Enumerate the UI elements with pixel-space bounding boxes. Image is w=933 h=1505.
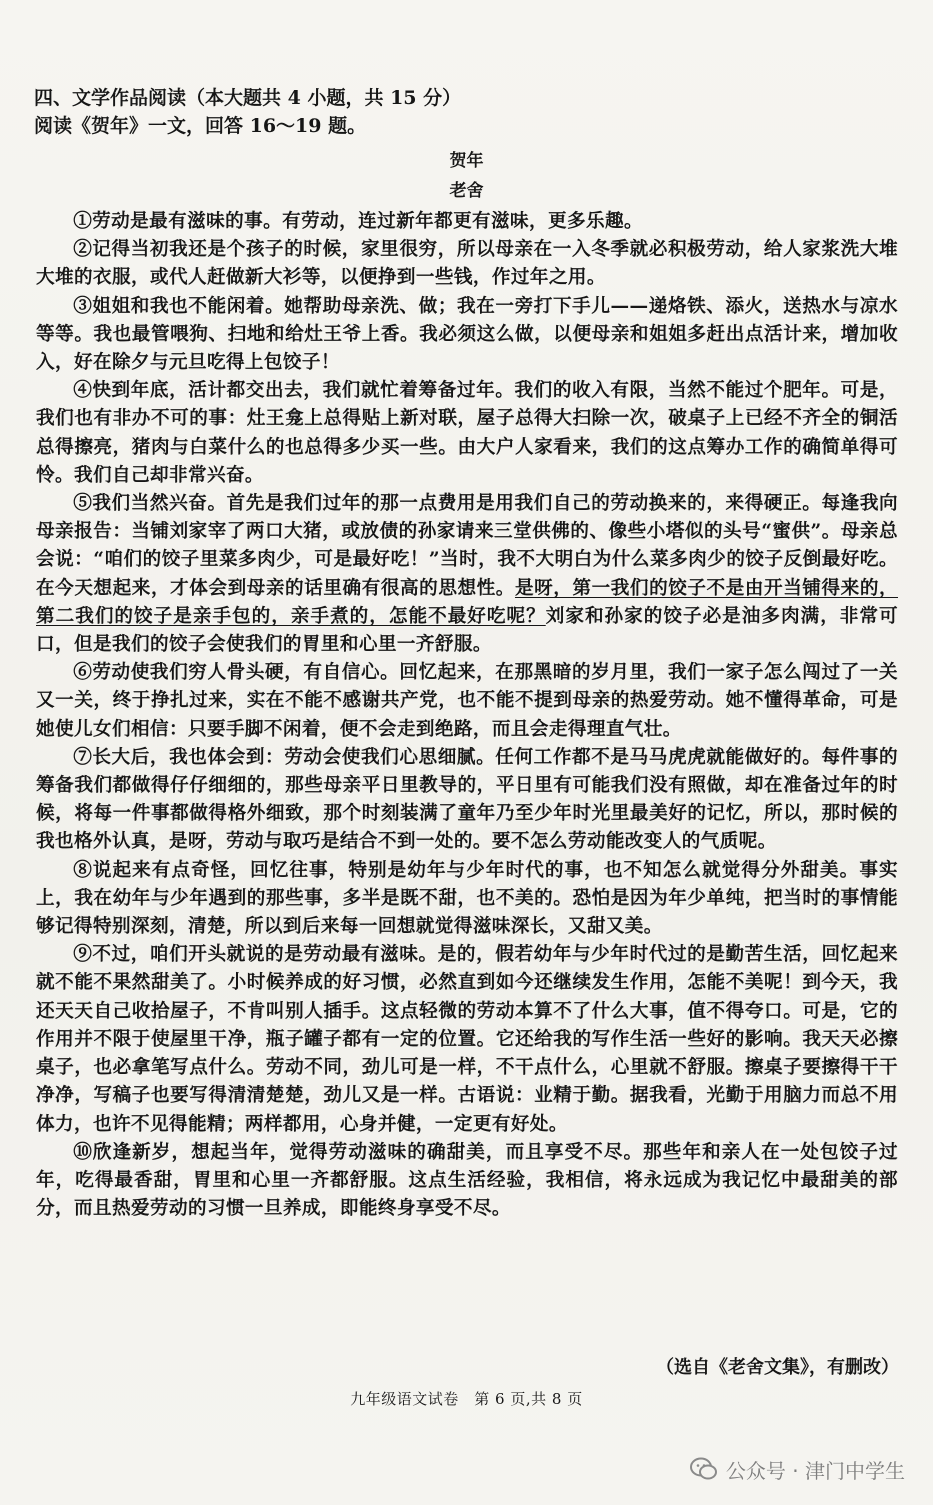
article-title: 贺年 (449, 151, 484, 171)
page-footer: 九年级语文试卷 第 6 页,共 8 页 (350, 1390, 583, 1408)
paragraph-2: ②记得当初我还是个孩子的时候，家里很穷，所以母亲在一入冬季就必积极劳动，给人家浆洗大堆大堆的衣服，或代人赶做新大衫等，以便挣到一些钱，作过年之用。 (36, 239, 898, 289)
paragraph-3: ③姐姐和我也不能闲着。她帮助母亲洗、做；我在一旁打下手儿——递烙铁、添火，送热水与凉水等等。我也最管喂狗、扫地和给灶王爷上香。我必须这么做，以便母亲和姐姐多赶出点活计来，增加收入，好在除夕与元旦吃得上包饺子！ (36, 295, 898, 374)
paragraph-8: ⑧说起来有点奇怪，回忆往事，特别是幼年与少年时代的事，也不知怎么就觉得分外甜美。事实上，我在幼年与少年遇到的那些事，多半是既不甜，也不美的。恐怕是因为年少单纯，把当时的事情能够记得特别深刻，清楚，所以到后来每一回想就觉得滋味深长，又甜又美。 (36, 859, 898, 938)
watermark (690, 1454, 905, 1484)
paragraph-10: ⑩欣逢新岁，想起当年，觉得劳动滋味的确甜美，而且享受不尽。那些年和亲人在一处包饺子过年，吃得最香甜，胃里和心里一齐都舒服。这点生活经验，我相信，将永远成为我记忆中最甜美的部分，而且热爱劳动的习惯一旦养成，即能终身享受不尽。 (36, 1141, 898, 1220)
paragraph-1: ①劳动是最有滋味的事。有劳动，连过新年都更有滋味，更多乐趣。 (73, 211, 644, 232)
source-note: （选自《老舍文集》，有删改） (656, 1357, 899, 1378)
watermark-text: 公众号 · 津门中学生 (725, 1458, 905, 1483)
wechat-public-account-icon (690, 1457, 718, 1481)
paragraph-5-tail: 刘家和孙家的饺子必是油多肉满，非常可口，但是我们的饺子会使我们的胃里和心里一齐舒服。 (36, 605, 899, 656)
paragraph-4: ④快到年底，活计都交出去，我们就忙着筹备过年。我们的收入有限，当然不能过个肥年。可是，我们也有非办不可的事：灶王龛上总得贴上新对联，屋子总得大扫除一次，破桌子上已经不齐全的铜活总得擦亮，猪肉与白菜什么的也总得多少买一些。由大户人家看来，我们的这点筹办工作的确简单得可怜。我们自己却非常兴奋。 (36, 380, 898, 486)
paragraph-5-text: ⑤我们当然兴奋。首先是我们过年的那一点费用是用我们自己的劳动换来的，来得硬正。每逢我向母亲报告：当铺刘家宰了两口大猪，或放债的孙家请来三堂供佛的、像些小塔似的头号“蜜供”。母亲总会说：“咱们的饺子里菜多肉少，可是最好吃！”当时，我不大明白为什么菜多肉少的饺子反倒最好吃。在今天想起来，才体会到母亲的话里确有很高的思想性。 (36, 493, 898, 599)
paragraph-5 (36, 490, 898, 659)
section-heading: 四、文学作品阅读（本大题共 4 小题，共 15 分） (34, 87, 462, 109)
reading-instruction: 阅读《贺年》一文，回答 16～19 题。 (34, 115, 367, 137)
paragraph-7: ⑦长大后，我也体会到：劳动会使我们心思细腻。任何工作都不是马马虎虎就能做好的。每件事的筹备我们都做得仔仔细细的，那些母亲平日里教导的，平日里有可能我们没有照做，却在准备过年的时候，将每一件事都做得格外细致，那个时刻装满了童年乃至少年时光里最美好的记忆，所以，那时候的我也格外认真，是呀，劳动与取巧是结合不到一处的。要不怎么劳动能改变人的气质呢。 (36, 746, 898, 853)
underlined-sentence: 是呀，第一我们的饺子不是由开当铺得来的，第二我们的饺子是亲手包的，亲手煮的，怎能不最好吃呢？ (36, 577, 898, 627)
article-header (0, 148, 933, 204)
article-author: 老舍 (449, 181, 484, 201)
paragraph-6: ⑥劳动使我们穷人骨头硬，有自信心。回忆起来，在那黑暗的岁月里，我们一家子怎么闯过了一关又一关，终于挣扎过来，实在不能不感谢共产党，也不能不提到母亲的热爱劳动。她不懂得革命，可是她使儿女们相信：只要手脚不闲着，便不会走到绝路，而且会走得理直气壮。 (36, 662, 898, 740)
article-body (36, 208, 898, 1223)
paragraph-9: ⑨不过，咱们开头就说的是劳动最有滋味。是的，假若幼年与少年时代过的是勤苦生活，回忆起来就不能不果然甜美了。小时候养成的好习惯，必然直到如今还继续发生作用，怎能不美呢！到今天，我还天天自己收拾屋子，不肯叫别人插手。这点轻微的劳动本算不了什么大事，值不得夸口。可是，它的作用并不限于使屋里干净，瓶子罐子都有一定的位置。它还给我的写作生活一些好的影响。我天天必擦桌子，也必拿笔写点什么。劳动不同，劲儿可是一样，不干点什么，心里就不舒服。擦桌子要擦得干干净净，写稿子也要写得清清楚楚，劲儿又是一样。古语说：业精于勤。据我看，光勤于用脑力而总不用体力，也许不见得能精；两样都用，心身并健，一定更有好处。 (36, 944, 898, 1135)
